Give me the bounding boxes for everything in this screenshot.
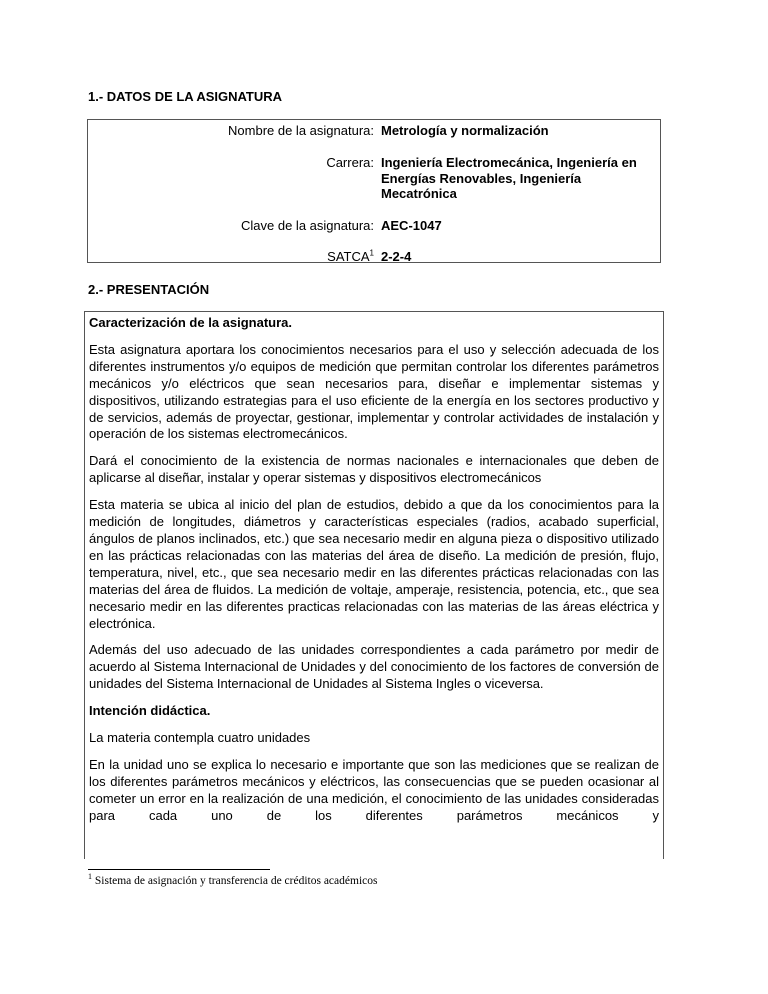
paragraph-2: Dará el conocimiento de la existencia de normas nacionales e internacionales que deben de aplicarse al diseñar, instalar y operar sistemas y dispositivos electromecánicos (89, 453, 659, 486)
info-label-satca (327, 249, 374, 265)
satca-footnote-ref: 1 (369, 248, 374, 258)
footnote-number: 1 (88, 872, 92, 882)
caracterizacion-heading: Caracterización de la asignatura. (89, 315, 293, 330)
section-title-presentacion: 2.- PRESENTACIÓN (88, 282, 210, 297)
satca-label-text: SATCA (327, 249, 370, 264)
paragraph-4: Además del uso adecuado de las unidades correspondientes a cada parámetro por medir de acuerdo al Sistema Internacional de Unidades y del conocimiento de los factores de conversión de unidades del Sistema Internacional de Unidades al Sistema Ingles o viceversa. (89, 642, 659, 692)
footnote-text: Sistema de asignación y transferencia de créditos académicos (94, 875, 378, 887)
footnote (88, 872, 378, 887)
intencion-paragraph-1: La materia contempla cuatro unidades (89, 730, 311, 746)
info-value-carrera: Ingeniería Electromecánica, Ingeniería en Energías Renovables, Ingeniería Mecatrónica (381, 155, 637, 201)
info-label-nombre: Nombre de la asignatura: (228, 123, 374, 138)
footnote-separator (88, 869, 270, 870)
paragraph-3: Esta materia se ubica al inicio del plan de estudios, debido a que da los conocimientos para la medición de longitudes, diámetros y características especiales (radios, acabado superficial, ángulos de planos inclinados, etc.) que sea necesario medir en alguna pieza o dispositivo utilizado en las prácticas relacionadas con las materias del área de diseño. La medición de presión, flujo, temperatura, nivel, etc., que sea necesario medir en las diferentes prácticas relacionadas con las materias del área de fluidos. La medición de voltaje, amperaje, resistencia, potencia, etc., que sea necesario medir en las diferentes practicas relacionadas con las materias de las áreas eléctrica y electrónica. (89, 497, 659, 631)
section-title-datos: 1.- DATOS DE LA ASIGNATURA (88, 89, 283, 104)
intencion-heading: Intención didáctica. (89, 703, 211, 719)
info-label-clave: Clave de la asignatura: (241, 218, 374, 233)
course-info-box (87, 119, 661, 263)
presentation-box (84, 311, 664, 859)
info-value-nombre: Metrología y normalización (381, 123, 549, 138)
info-label-carrera: Carrera: (326, 155, 374, 170)
info-value-clave: AEC-1047 (381, 218, 442, 233)
paragraph-1: Esta asignatura aportara los conocimientos necesarios para el uso y selección adecuada de los diferentes instrumentos y/o equipos de medición que permitan controlar los diferentes parámetros mecánicos y/o eléctricos que sean necesarios para, diseñar e implementar sistemas y dispositivos, utilizando estrategias para el uso eficiente de la energía en los sectores productivo y de servicios, además de proyectar, gestionar, implementar y controlar actividades de instalación y operación de los sistemas electromecánicos. (89, 341, 659, 442)
intencion-paragraph-2: En la unidad uno se explica lo necesario e importante que son las mediciones que se realizan de los diferentes parámetros mecánicos y eléctricos, las consecuencias que se pueden ocasionar al cometer un error en la realización de una medición, el conocimiento de las unidades consideradas para cada uno de los diferentes parámetros mecánicos y (89, 756, 659, 823)
info-value-satca: 2-2-4 (381, 249, 412, 264)
